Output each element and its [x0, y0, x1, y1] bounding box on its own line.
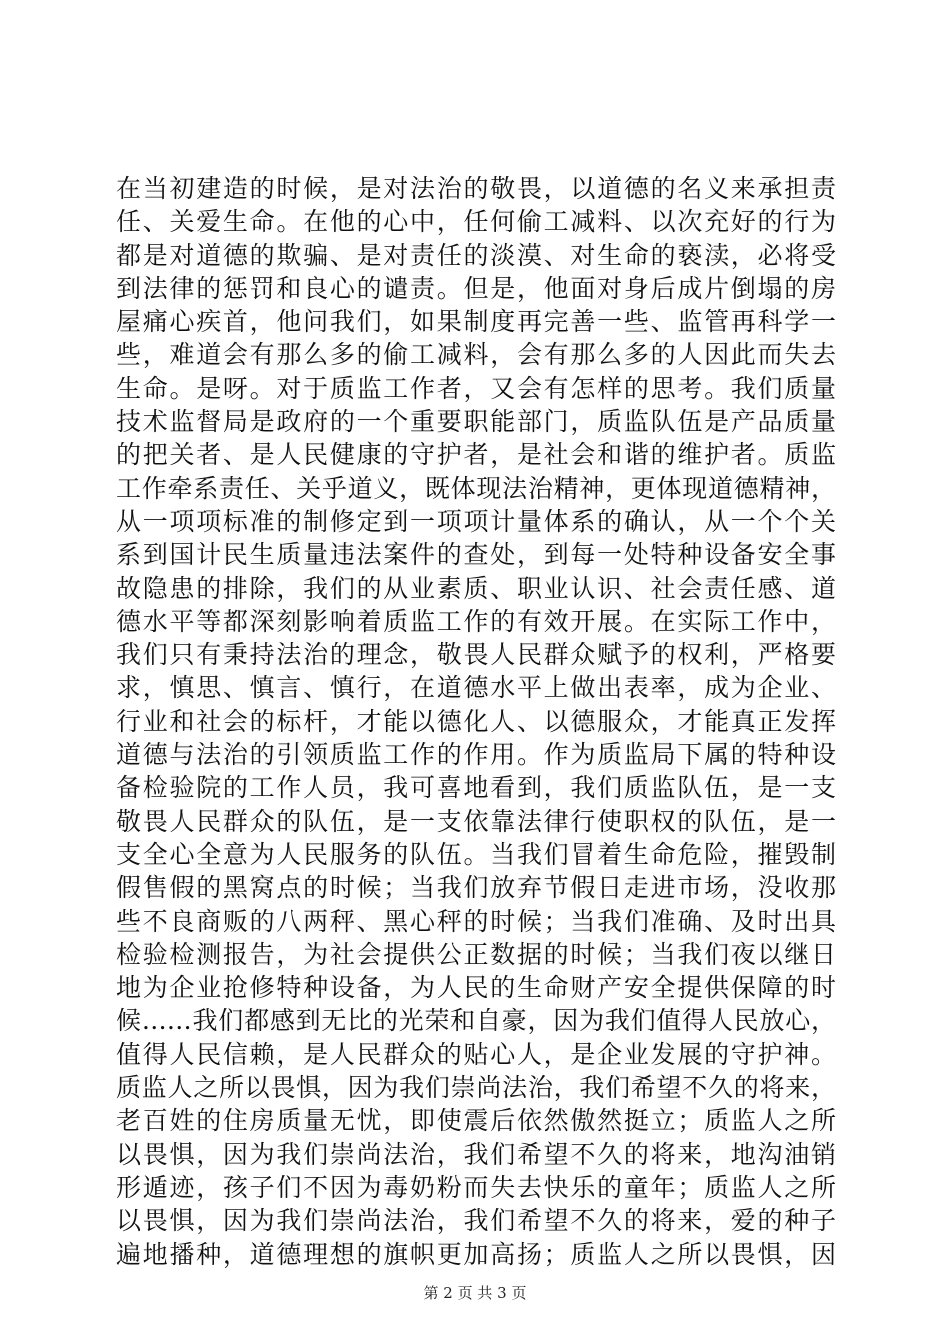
text-line: 检验检测报告，为社会提供公正数据的时候；当我们夜以继日 — [116, 939, 836, 969]
text-line: 支全心全意为人民服务的队伍。当我们冒着生命危险，摧毁制 — [116, 839, 836, 869]
text-line: 值得人民信赖，是人民群众的贴心人，是企业发展的守护神。 — [116, 1039, 836, 1069]
text-line: 我们只有秉持法治的理念，敬畏人民群众赋予的权利，严格要 — [116, 640, 836, 670]
text-line: 地为企业抢修特种设备，为人民的生命财产安全提供保障的时 — [116, 973, 836, 1003]
text-line: 些，难道会有那么多的偷工减料，会有那么多的人因此而失去 — [116, 340, 836, 370]
text-line: 屋痛心疾首，他问我们，如果制度再完善一些、监管再科学一 — [116, 307, 836, 337]
text-line: 遍地播种，道德理想的旗帜更加高扬；质监人之所以畏惧，因 — [116, 1239, 836, 1269]
page-number-label: 第 2 页 共 3 页 — [423, 1284, 527, 1302]
text-line: 质监人之所以畏惧，因为我们崇尚法治，我们希望不久的将来， — [116, 1073, 836, 1103]
text-line: 到法律的惩罚和良心的谴责。但是，他面对身后成片倒塌的房 — [116, 273, 836, 303]
text-line: 以畏惧，因为我们崇尚法治，我们希望不久的将来，爱的种子 — [116, 1206, 836, 1236]
text-line: 从一项项标准的制修定到一项项计量体系的确认，从一个个关 — [116, 506, 836, 536]
text-line: 系到国计民生质量违法案件的查处，到每一处特种设备安全事 — [116, 540, 836, 570]
text-line: 行业和社会的标杆，才能以德化人、以德服众，才能真正发挥 — [116, 706, 836, 736]
text-line: 道德与法治的引领质监工作的作用。作为质监局下属的特种设 — [116, 740, 836, 770]
text-line: 老百姓的住房质量无忧，即使震后依然傲然挺立；质监人之所 — [116, 1106, 836, 1136]
text-line: 形遁迹，孩子们不因为毒奶粉而失去快乐的童年；质监人之所 — [116, 1172, 836, 1202]
text-line: 故隐患的排除，我们的从业素质、职业认识、社会责任感、道 — [116, 573, 836, 603]
body-text — [116, 172, 836, 1271]
text-line: 在当初建造的时候，是对法治的敬畏，以道德的名义来承担责 — [116, 174, 836, 203]
text-line: 备检验院的工作人员，我可喜地看到，我们质监队伍，是一支 — [116, 773, 836, 803]
text-line: 技术监督局是政府的一个重要职能部门，质监队伍是产品质量 — [116, 407, 836, 437]
text-line: 德水平等都深刻影响着质监工作的有效开展。在实际工作中， — [116, 606, 836, 636]
text-line: 任、关爱生命。在他的心中，任何偷工减料、以次充好的行为 — [116, 207, 836, 237]
text-line: 候……我们都感到无比的光荣和自豪，因为我们值得人民放心， — [116, 1006, 836, 1036]
text-line: 都是对道德的欺骗、是对责任的淡漠、对生命的亵渎，必将受 — [116, 240, 836, 270]
text-line: 以畏惧，因为我们崇尚法治，我们希望不久的将来，地沟油销 — [116, 1139, 836, 1169]
text-line: 假售假的黑窝点的时候；当我们放弃节假日走进市场，没收那 — [116, 873, 836, 903]
text-line: 些不良商贩的八两秤、黑心秤的时候；当我们准确、及时出具 — [116, 906, 836, 936]
text-line: 工作牵系责任、关乎道义，既体现法治精神，更体现道德精神， — [116, 473, 836, 503]
text-line: 生命。是呀。对于质监工作者，又会有怎样的思考。我们质量 — [116, 373, 836, 403]
text-line: 求，慎思、慎言、慎行，在道德水平上做出表率，成为企业、 — [116, 673, 836, 703]
text-line: 敬畏人民群众的队伍，是一支依靠法律行使职权的队伍，是一 — [116, 806, 836, 836]
text-line: 的把关者、是人民健康的守护者，是社会和谐的维护者。质监 — [116, 440, 836, 470]
page-footer — [0, 1282, 950, 1303]
